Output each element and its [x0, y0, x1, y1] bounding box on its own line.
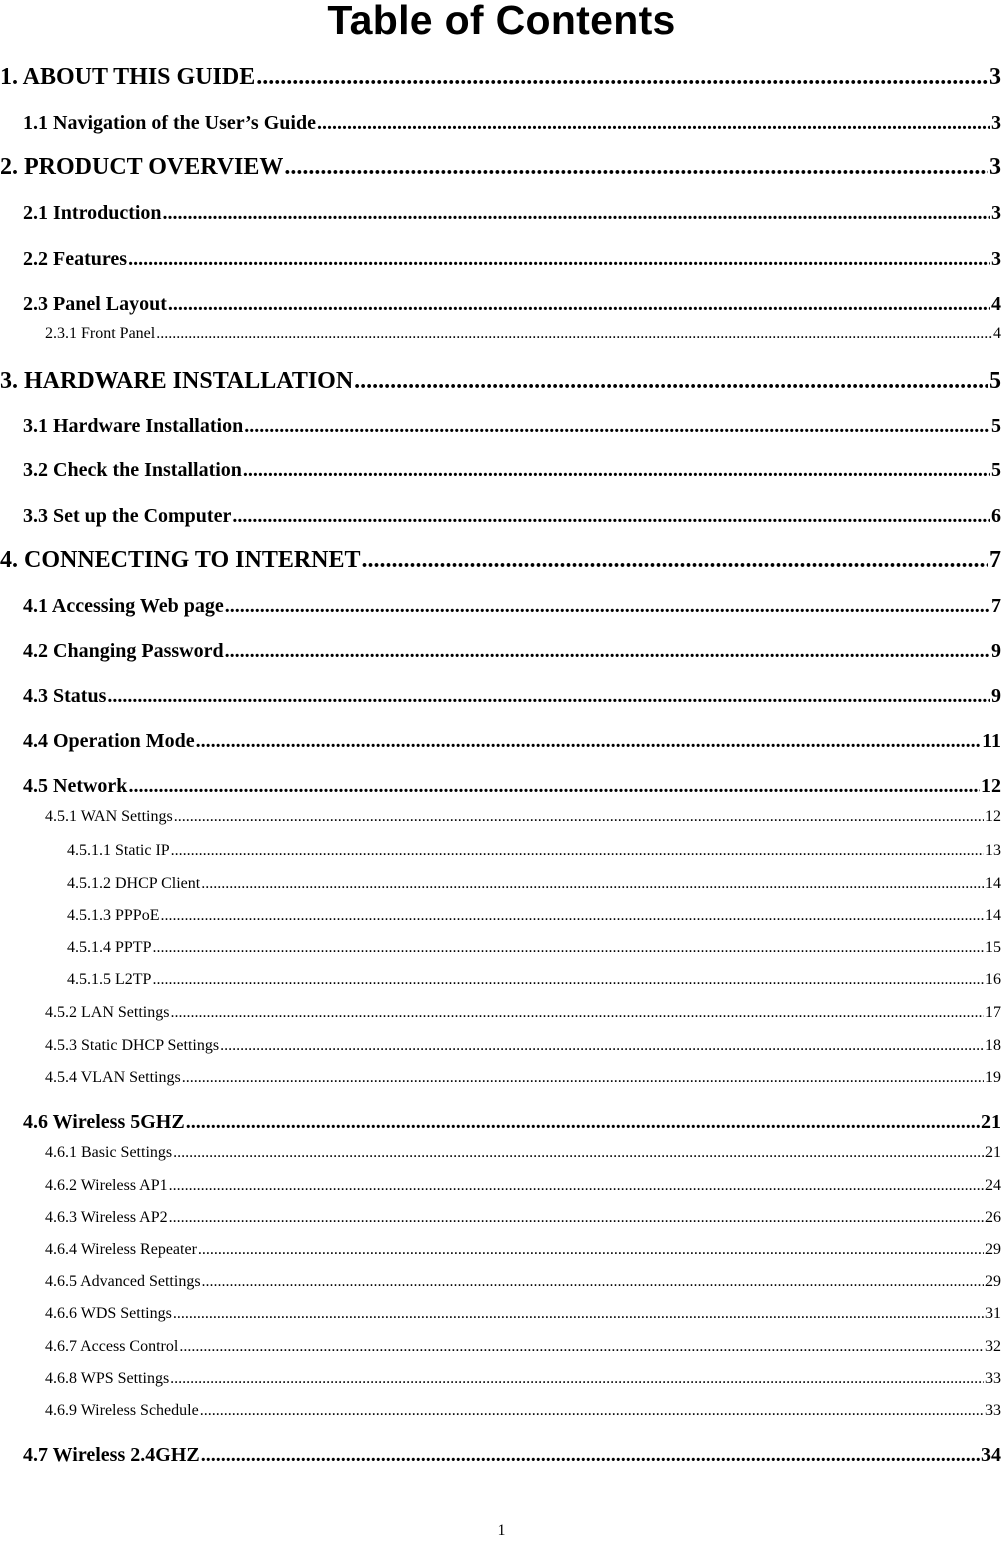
- toc-entry-4-5-1-3[interactable]: [67, 906, 1001, 926]
- toc-entry-page: 18: [985, 1037, 1001, 1054]
- toc-entry-page: 12: [985, 808, 1001, 825]
- toc-leader: [256, 62, 988, 92]
- toc-entry-label: 4.5 Network: [23, 775, 128, 797]
- toc-leader: [354, 366, 988, 396]
- toc-entry-4-5-4[interactable]: [45, 1068, 1001, 1088]
- toc-leader: [170, 1369, 984, 1389]
- toc-leader: [200, 1401, 984, 1421]
- toc-entry-label: 4.6.6 WDS Settings: [45, 1305, 172, 1322]
- toc-entry-page: 3: [991, 202, 1001, 224]
- toc-leader: [173, 1304, 984, 1324]
- toc-entry-page: 29: [985, 1241, 1001, 1258]
- toc-entry-page: 32: [985, 1338, 1001, 1355]
- toc-entry-3[interactable]: [0, 366, 1001, 396]
- toc-entry-4-5-1-5[interactable]: [67, 970, 1001, 990]
- toc-entry-1-1[interactable]: [23, 110, 1001, 136]
- toc-entry-4-5-1[interactable]: [45, 807, 1001, 827]
- toc-entry-4-5-3[interactable]: [45, 1036, 1001, 1056]
- toc-entry-4-6-9[interactable]: [45, 1401, 1001, 1421]
- toc-entry-page: 21: [981, 1111, 1001, 1133]
- toc-entry-2[interactable]: [0, 152, 1001, 182]
- toc-entry-4-6-7[interactable]: [45, 1337, 1001, 1357]
- toc-entry-label: 3.1 Hardware Installation: [23, 415, 244, 437]
- page-title: Table of Contents: [327, 0, 676, 43]
- toc-entry-page: 13: [985, 842, 1001, 859]
- toc-entry-label: 4.6.2 Wireless AP1: [45, 1177, 168, 1194]
- toc-entry-4-5-2[interactable]: [45, 1003, 1001, 1023]
- toc-entry-4-5[interactable]: [23, 773, 1001, 799]
- toc-entry-label: 2.3 Panel Layout: [23, 293, 167, 315]
- toc-entry-page: 11: [982, 730, 1001, 752]
- toc-entry-label: 4.5.1.2 DHCP Client: [67, 875, 201, 892]
- toc-leader: [201, 874, 984, 894]
- toc-leader: [220, 1036, 984, 1056]
- toc-entry-label: 4.5.1.5 L2TP: [67, 971, 152, 988]
- toc-entry-label: 4.5.1.1 Static IP: [67, 842, 170, 859]
- toc-entry-label: 4.4 Operation Mode: [23, 730, 195, 752]
- toc-entry-page: 24: [985, 1177, 1001, 1194]
- toc-leader: [201, 1442, 980, 1468]
- toc-entry-page: 6: [991, 505, 1001, 527]
- toc-leader: [128, 773, 980, 799]
- toc-entry-1[interactable]: [0, 62, 1001, 92]
- toc-leader: [284, 152, 988, 182]
- toc-leader: [186, 1109, 980, 1135]
- toc-entry-page: 21: [985, 1144, 1001, 1161]
- toc-entry-page: 29: [985, 1273, 1001, 1290]
- toc-leader: [174, 807, 984, 827]
- page-number: 1: [497, 1522, 506, 1539]
- toc-entry-4-6-8[interactable]: [45, 1369, 1001, 1389]
- toc-leader: [225, 638, 990, 664]
- toc-entry-label: 4.6 Wireless 5GHZ: [23, 1111, 185, 1133]
- toc-entry-page: 33: [985, 1402, 1001, 1419]
- toc-entry-3-3[interactable]: [23, 503, 1001, 529]
- toc-entry-page: 33: [985, 1370, 1001, 1387]
- toc-entry-label: 4.6.4 Wireless Repeater: [45, 1241, 197, 1258]
- toc-entry-page: 4: [991, 293, 1001, 315]
- toc-leader: [168, 291, 990, 317]
- toc-leader: [169, 1208, 984, 1228]
- toc-entry-page: 3: [991, 248, 1001, 270]
- toc-entry-4-6[interactable]: [23, 1109, 1001, 1135]
- toc-entry-page: 12: [981, 775, 1001, 797]
- toc-entry-page: 9: [991, 640, 1001, 662]
- toc-entry-page: 14: [985, 907, 1001, 924]
- toc-entry-page: 3: [989, 154, 1001, 180]
- toc-entry-label: 4.5.1 WAN Settings: [45, 808, 173, 825]
- toc-entry-4-6-6[interactable]: [45, 1304, 1001, 1324]
- toc-leader: [362, 545, 988, 575]
- toc-entry-4-1[interactable]: [23, 593, 1001, 619]
- toc-leader: [160, 906, 984, 926]
- toc-entry-page: 3: [991, 112, 1001, 134]
- toc-entry-4-6-5[interactable]: [45, 1272, 1001, 1292]
- toc-entry-label: 4.6.3 Wireless AP2: [45, 1209, 168, 1226]
- toc-entry-label: 4.5.4 VLAN Settings: [45, 1069, 181, 1086]
- toc-leader: [182, 1068, 984, 1088]
- toc-leader: [152, 970, 984, 990]
- toc-entry-4-6-4[interactable]: [45, 1240, 1001, 1260]
- toc-entry-page: 19: [985, 1069, 1001, 1086]
- toc-entry-page: 26: [985, 1209, 1001, 1226]
- toc-entry-label: 2.1 Introduction: [23, 202, 162, 224]
- toc-entry-4-4[interactable]: [23, 728, 1001, 754]
- toc-entry-page: 16: [985, 971, 1001, 988]
- toc-entry-4-3[interactable]: [23, 683, 1001, 709]
- toc-entry-page: 4: [993, 325, 1001, 342]
- toc-leader: [179, 1337, 984, 1357]
- toc-entry-label: 4.6.1 Basic Settings: [45, 1144, 173, 1161]
- toc-entry-label: 4.7 Wireless 2.4GHZ: [23, 1444, 200, 1466]
- toc-leader: [171, 841, 984, 861]
- toc-entry-page: 31: [985, 1305, 1001, 1322]
- toc-entry-4-5-1-4[interactable]: [67, 938, 1001, 958]
- toc-entry-3-2[interactable]: [23, 457, 1001, 483]
- toc-entry-3-1[interactable]: [23, 413, 1001, 439]
- toc-entry-label: 4.6.8 WPS Settings: [45, 1370, 170, 1387]
- toc-leader: [169, 1176, 984, 1196]
- toc-entry-2-3-1[interactable]: [45, 324, 1001, 344]
- toc-entry-4-6-2[interactable]: [45, 1176, 1001, 1196]
- toc-leader: [232, 503, 990, 529]
- toc-entry-label: 4.6.5 Advanced Settings: [45, 1273, 201, 1290]
- toc-leader: [128, 246, 990, 272]
- toc-leader: [244, 413, 990, 439]
- toc-entry-page: 14: [985, 875, 1001, 892]
- toc-leader: [243, 457, 990, 483]
- toc-leader: [196, 728, 981, 754]
- toc-entry-4-7[interactable]: [23, 1442, 1001, 1468]
- toc-entry-label: 4.1 Accessing Web page: [23, 595, 224, 617]
- toc-entry-label: 4.3 Status: [23, 685, 107, 707]
- toc-leader: [107, 683, 990, 709]
- toc-entry-label: 4. CONNECTING TO INTERNET: [0, 547, 361, 573]
- toc-entry-2-3[interactable]: [23, 291, 1001, 317]
- toc-entry-page: 7: [991, 595, 1001, 617]
- toc-entry-label: 4.5.1.4 PPTP: [67, 939, 152, 956]
- toc-entry-label: 1. ABOUT THIS GUIDE: [0, 64, 256, 90]
- toc-entry-page: 34: [981, 1444, 1001, 1466]
- toc-entry-label: 3.2 Check the Installation: [23, 459, 242, 481]
- toc-leader: [198, 1240, 984, 1260]
- toc-entry-label: 4.2 Changing Password: [23, 640, 224, 662]
- toc-entry-label: 4.5.2 LAN Settings: [45, 1004, 170, 1021]
- toc-leader: [173, 1143, 984, 1163]
- toc-entry-label: 2. PRODUCT OVERVIEW: [0, 154, 284, 180]
- toc-entry-4-5-1-2[interactable]: [67, 874, 1001, 894]
- toc-entry-page: 15: [985, 939, 1001, 956]
- toc-entry-4-6-3[interactable]: [45, 1208, 1001, 1228]
- toc-leader: [202, 1272, 984, 1292]
- toc-leader: [163, 200, 990, 226]
- toc-entry-2-1[interactable]: [23, 200, 1001, 226]
- toc-entry-label: 2.3.1 Front Panel: [45, 325, 156, 342]
- toc-leader: [317, 110, 990, 136]
- toc-entry-page: 5: [991, 415, 1001, 437]
- toc-entry-label: 4.6.9 Wireless Schedule: [45, 1402, 199, 1419]
- toc-leader: [152, 938, 984, 958]
- toc-entry-4-6-1[interactable]: [45, 1143, 1001, 1163]
- toc-entry-4-5-1-1[interactable]: [67, 841, 1001, 861]
- toc-entry-label: 1.1 Navigation of the User’s Guide: [23, 112, 316, 134]
- toc-leader: [156, 324, 992, 344]
- toc-entry-2-2[interactable]: [23, 246, 1001, 272]
- toc-entry-label: 3. HARDWARE INSTALLATION: [0, 368, 354, 394]
- toc-leader: [170, 1003, 984, 1023]
- toc-entry-label: 2.2 Features: [23, 248, 128, 270]
- toc-entry-label: 4.6.7 Access Control: [45, 1338, 179, 1355]
- toc-entry-page: 9: [991, 685, 1001, 707]
- toc-entry-page: 17: [985, 1004, 1001, 1021]
- toc-entry-4[interactable]: [0, 545, 1001, 575]
- toc-entry-4-2[interactable]: [23, 638, 1001, 664]
- toc-entry-page: 7: [989, 547, 1001, 573]
- toc-entry-page: 5: [991, 459, 1001, 481]
- toc-entry-page: 5: [989, 368, 1001, 394]
- toc-entry-label: 4.5.3 Static DHCP Settings: [45, 1037, 220, 1054]
- toc-entry-label: 4.5.1.3 PPPoE: [67, 907, 160, 924]
- toc-leader: [225, 593, 990, 619]
- toc-entry-label: 3.3 Set up the Computer: [23, 505, 232, 527]
- toc-entry-page: 3: [989, 64, 1001, 90]
